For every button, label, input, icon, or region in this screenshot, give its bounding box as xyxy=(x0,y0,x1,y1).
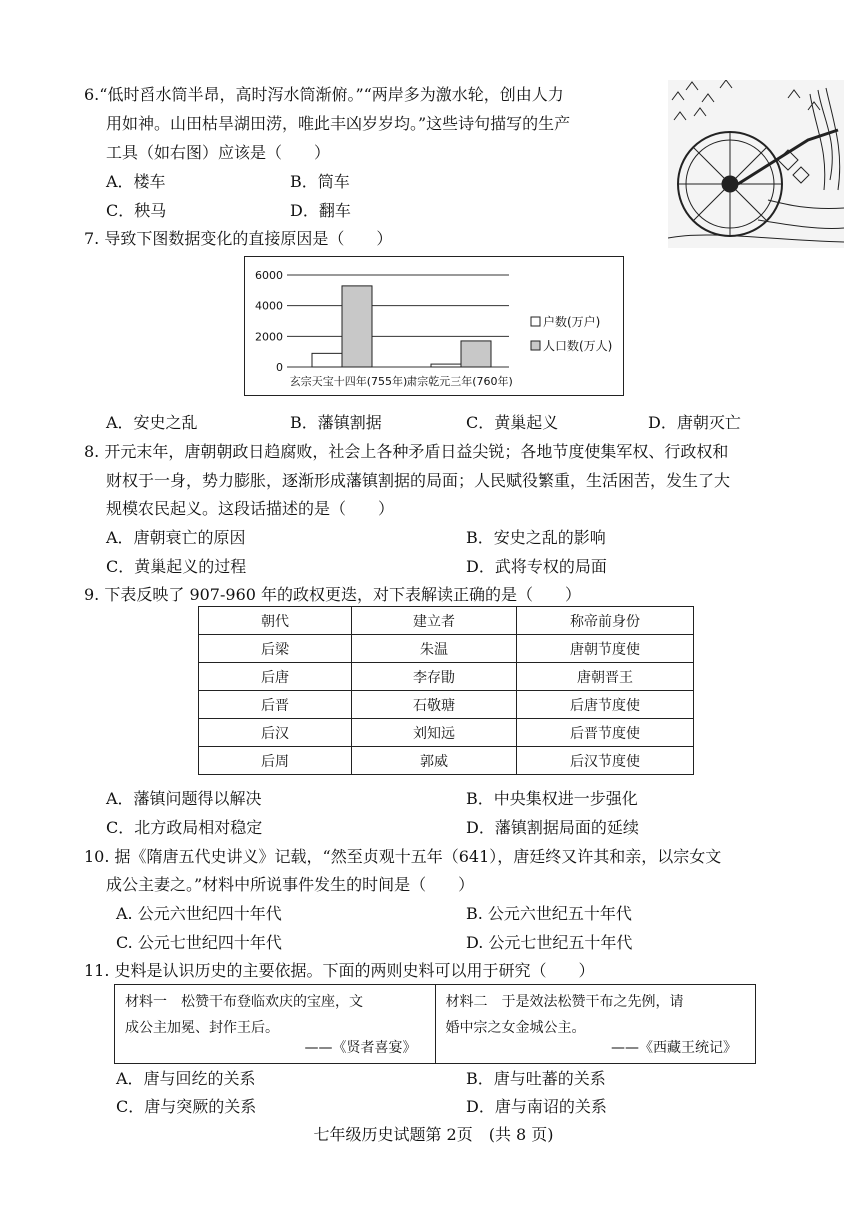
bar xyxy=(461,341,491,367)
table-cell: 后唐节度使 xyxy=(517,691,694,719)
material-text: 婚中宗之女金城公主。 xyxy=(445,1020,586,1036)
table-header-cell: 称帝前身份 xyxy=(517,607,694,635)
water-wheel-icon xyxy=(668,80,844,248)
q11-option-a[interactable]: A．唐与回纥的关系 xyxy=(116,1069,256,1088)
q8-line-3: 规模农民起义。这段话描述的是（ ） xyxy=(106,499,395,518)
q11-option-d[interactable]: D．唐与南诏的关系 xyxy=(466,1097,607,1116)
q6-option-c[interactable]: C．秧马 xyxy=(106,201,167,220)
dynasty-table xyxy=(198,606,694,775)
table-cell: 后唐 xyxy=(199,663,352,691)
q7-bar-chart xyxy=(244,256,624,396)
table-row xyxy=(199,747,694,775)
q6-option-b[interactable]: B．筒车 xyxy=(290,172,350,191)
q11-option-c[interactable]: C．唐与突厥的关系 xyxy=(116,1097,257,1116)
q8-option-a[interactable]: A．唐朝衰亡的原因 xyxy=(106,528,246,547)
q11-stem: 11. 史料是认识历史的主要依据。下面的两则史料可以用于研究（ ） xyxy=(84,961,595,980)
x-category-label: 肃宗乾元三年(760年) xyxy=(406,375,513,388)
table-cell: 后晋节度使 xyxy=(517,719,694,747)
q6-line-3: 工具（如右图）应该是（ ） xyxy=(106,143,331,162)
y-tick-label: 2000 xyxy=(255,330,283,344)
q6-line-1: 6.“低时舀水筒半昂，高时泻水筒渐俯。”“两岸多为激水轮，创由人力 xyxy=(84,85,564,104)
q9-option-d[interactable]: D．藩镇割据局面的延续 xyxy=(466,818,639,837)
table-cell: 后梁 xyxy=(199,635,352,663)
q6-line-2: 用如神。山田枯旱湖田涝，唯此丰凶岁岁均。”这些诗句描写的生产 xyxy=(106,114,571,133)
material-text: 材料一 松赞干布登临欢庆的宝座，文 xyxy=(125,994,363,1010)
q9-stem: 9. 下表反映了 907-960 年的政权更迭，对下表解读正确的是（ ） xyxy=(84,585,582,604)
table-cell: 后汉 xyxy=(199,719,352,747)
table-row xyxy=(199,635,694,663)
y-tick-label: 6000 xyxy=(255,269,283,282)
table-cell: 后周 xyxy=(199,747,352,775)
table-header-cell: 建立者 xyxy=(352,607,517,635)
legend-swatch xyxy=(531,317,540,326)
q8-line-2: 财权于一身，势力膨胀，逐渐形成藩镇割据的局面；人民赋役繁重，生活困苦，发生了大 xyxy=(106,471,731,490)
q8-option-d[interactable]: D．武将专权的局面 xyxy=(466,557,607,576)
material-text: 材料二 于是效法松赞干布之先例，请 xyxy=(445,994,684,1010)
table-cell: 李存勖 xyxy=(352,663,517,691)
material-one xyxy=(115,985,435,1063)
table-row xyxy=(199,719,694,747)
bar xyxy=(431,364,461,367)
y-tick-label: 0 xyxy=(276,361,283,374)
legend-label: 户数(万户) xyxy=(543,315,601,329)
legend-swatch xyxy=(531,341,540,350)
q7-option-c[interactable]: C．黄巢起义 xyxy=(466,413,559,432)
q10-option-a[interactable]: A. 公元六世纪四十年代 xyxy=(116,904,282,923)
material-two xyxy=(435,985,756,1063)
q9-option-c[interactable]: C．北方政局相对稳定 xyxy=(106,818,263,837)
table-cell: 后晋 xyxy=(199,691,352,719)
q9-option-b[interactable]: B．中央集权进一步强化 xyxy=(466,789,638,808)
table-cell: 刘知远 xyxy=(352,719,517,747)
q10-line-2: 成公主妻之。”材料中所说事件发生的时间是（ ） xyxy=(106,875,475,894)
table-cell: 石敬瑭 xyxy=(352,691,517,719)
x-category-label: 玄宗天宝十四年(755年) xyxy=(289,375,408,388)
legend-label: 人口数(万人) xyxy=(543,339,613,353)
material-source: ——《西藏王统记》 xyxy=(611,1040,737,1056)
q6-option-a[interactable]: A．楼车 xyxy=(106,172,166,191)
bar xyxy=(312,353,342,367)
bar-chart-svg xyxy=(245,257,623,395)
q9-option-a[interactable]: A．藩镇问题得以解决 xyxy=(106,789,262,808)
material-text: 成公主加冕、封作王后。 xyxy=(125,1020,279,1036)
table-cell: 郭威 xyxy=(352,747,517,775)
material-source: ——《贤者喜宴》 xyxy=(304,1040,417,1056)
q7-option-b[interactable]: B．藩镇割据 xyxy=(290,413,382,432)
bar xyxy=(342,286,372,367)
q8-option-c[interactable]: C．黄巢起义的过程 xyxy=(106,557,247,576)
table-cell: 唐朝晋王 xyxy=(517,663,694,691)
table-cell: 后汉节度使 xyxy=(517,747,694,775)
page-footer: 七年级历史试题第 2页 (共 8 页) xyxy=(313,1125,554,1144)
q7-option-a[interactable]: A．安史之乱 xyxy=(106,413,198,432)
q11-option-b[interactable]: B．唐与吐蕃的关系 xyxy=(466,1069,606,1088)
q7-stem: 7. 导致下图数据变化的直接原因是（ ） xyxy=(84,229,393,248)
table-header-cell: 朝代 xyxy=(199,607,352,635)
q10-option-c[interactable]: C. 公元七世纪四十年代 xyxy=(116,933,282,952)
y-tick-label: 4000 xyxy=(255,299,283,313)
q10-option-d[interactable]: D. 公元七世纪五十年代 xyxy=(466,933,633,952)
q10-line-1: 10. 据《隋唐五代史讲义》记载，“然至贞观十五年（641），唐廷终又许其和亲，以宗女文 xyxy=(84,847,722,866)
q10-option-b[interactable]: B. 公元六世纪五十年代 xyxy=(466,904,632,923)
table-row xyxy=(199,691,694,719)
q7-option-d[interactable]: D．唐朝灭亡 xyxy=(648,413,741,432)
table-cell: 唐朝节度使 xyxy=(517,635,694,663)
q8-option-b[interactable]: B．安史之乱的影响 xyxy=(466,528,606,547)
table-header-row xyxy=(199,607,694,635)
table-row xyxy=(199,663,694,691)
q11-materials-box xyxy=(114,984,756,1064)
q6-option-d[interactable]: D．翻车 xyxy=(290,201,351,220)
table-cell: 朱温 xyxy=(352,635,517,663)
q8-line-1: 8. 开元末年，唐朝朝政日趋腐败，社会上各种矛盾日益尖锐；各地节度使集军权、行政权和 xyxy=(84,442,729,461)
